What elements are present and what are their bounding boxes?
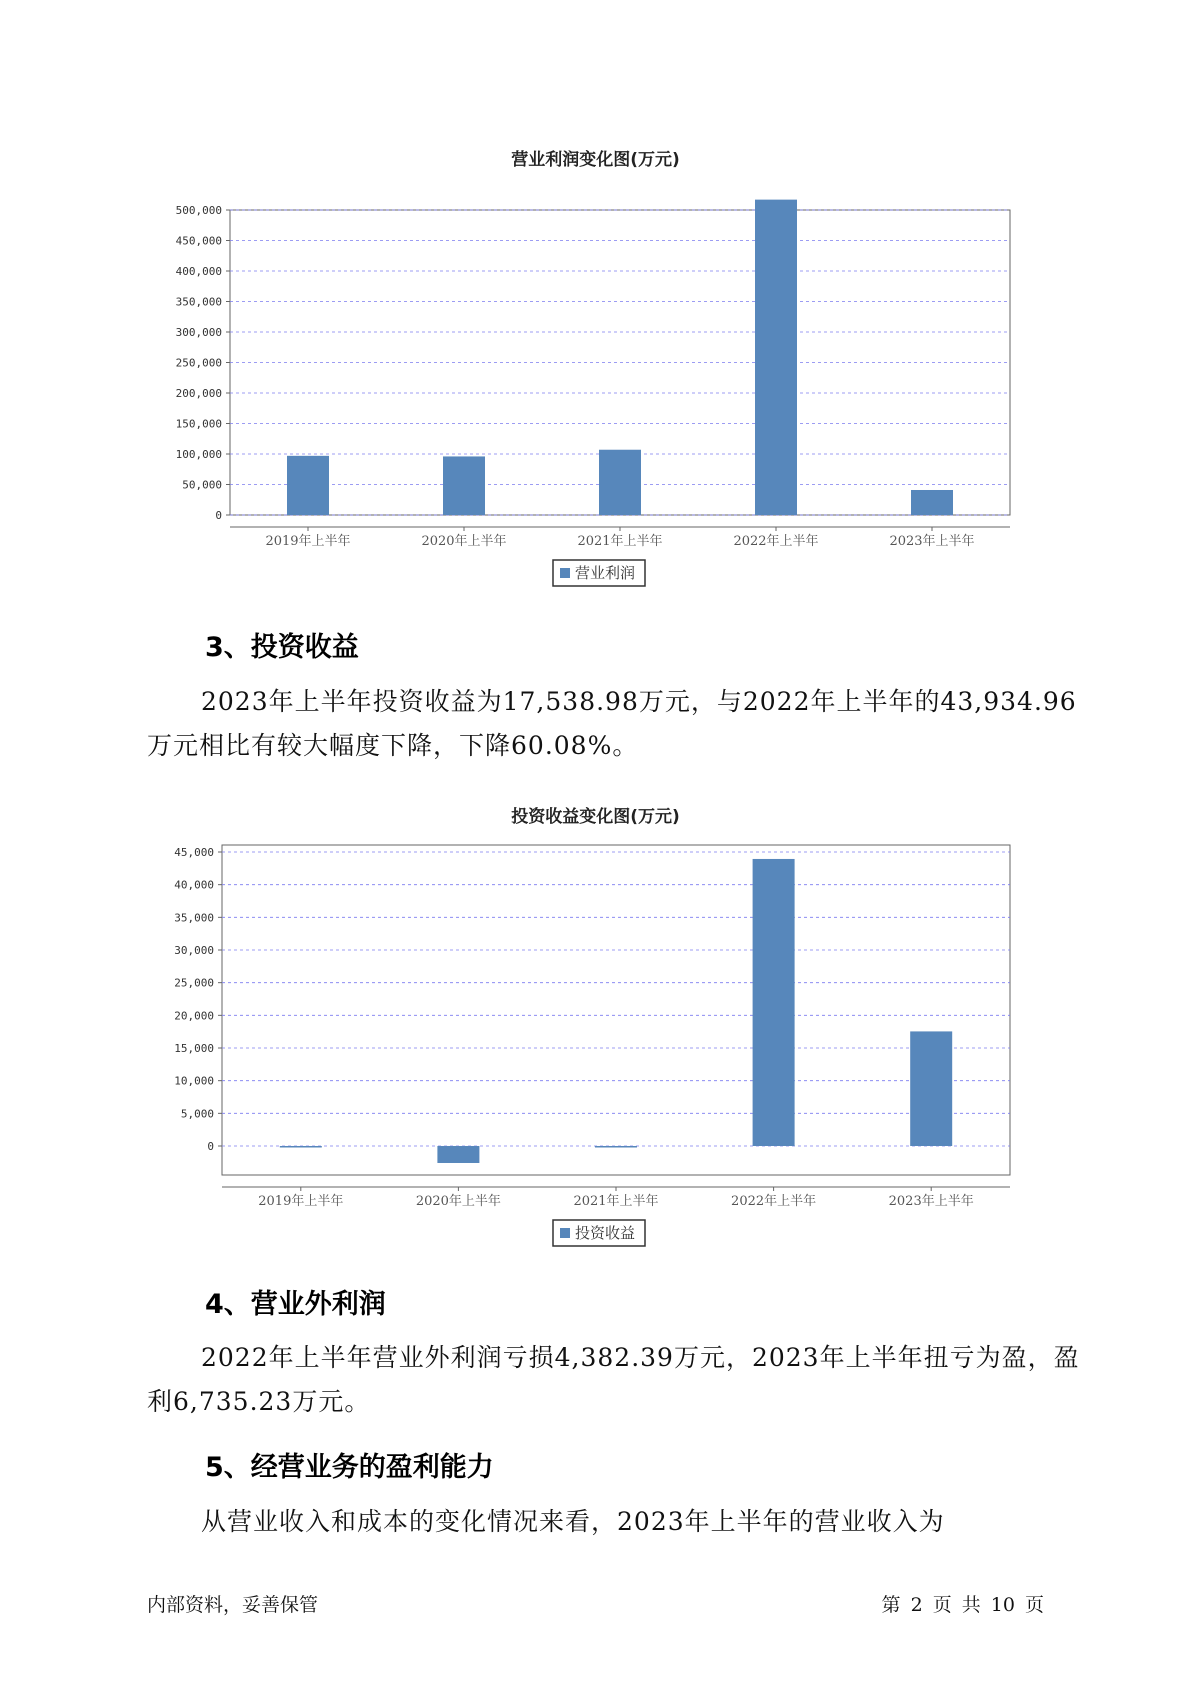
x-tick-label: 2019年上半年 [265, 534, 351, 549]
y-tick-label: 300,000 [175, 326, 222, 339]
bar-2022年上半年 [753, 859, 795, 1146]
x-tick-label: 2020年上半年 [415, 1194, 501, 1209]
legend-label: 营业利润 [575, 564, 636, 582]
y-tick-label: 0 [207, 1140, 214, 1153]
y-tick-label: 5,000 [180, 1107, 214, 1121]
x-tick-label: 2021年上半年 [573, 1194, 659, 1209]
y-tick-label: 150,000 [175, 417, 222, 431]
section4-paragraph: 2022年上半年营业外利润亏损4,382.39万元，2023年上半年扭亏为盈，盈利6,735.23万元。 [147, 1343, 1080, 1416]
chart1-title: 营业利润变化图(万元) [511, 150, 680, 170]
section3-heading: 3、投资收益 [205, 632, 359, 663]
chart1-operating-profit [0, 180, 1191, 600]
y-tick-label: 450,000 [175, 234, 222, 248]
bar-2019年上半年 [287, 456, 329, 515]
x-tick-label: 2022年上半年 [733, 534, 819, 549]
chart2-investment-income [0, 835, 1191, 1255]
x-tick-label: 2023年上半年 [888, 1194, 974, 1209]
x-tick-label: 2022年上半年 [731, 1194, 817, 1209]
legend [553, 1220, 645, 1246]
y-tick-label: 30,000 [174, 944, 214, 957]
bar-2021年上半年 [595, 1146, 637, 1148]
x-tick-label: 2023年上半年 [889, 534, 975, 549]
y-tick-label: 200,000 [175, 387, 222, 400]
y-tick-label: 15,000 [174, 1042, 214, 1055]
x-tick-label: 2019年上半年 [258, 1194, 344, 1209]
section5-heading: 5、经营业务的盈利能力 [205, 1452, 494, 1483]
plot-area [222, 845, 1010, 1175]
footer-confidential-note: 内部资料，妥善保管 [147, 1594, 319, 1616]
legend-swatch [560, 568, 570, 578]
y-tick-label: 45,000 [174, 846, 214, 859]
y-tick-label: 40,000 [174, 878, 214, 892]
y-tick-label: 25,000 [174, 976, 214, 990]
y-tick-label: 20,000 [174, 1009, 214, 1023]
bar-2021年上半年 [599, 450, 641, 515]
y-tick-label: 350,000 [175, 295, 222, 309]
y-tick-label: 35,000 [174, 911, 214, 925]
x-tick-label: 2021年上半年 [577, 534, 663, 549]
bar-2022年上半年 [755, 200, 797, 515]
y-tick-label: 50,000 [182, 478, 222, 492]
legend [553, 560, 645, 586]
bar-2023年上半年 [911, 490, 953, 515]
x-tick-label: 2020年上半年 [421, 534, 507, 549]
footer-page-number: 第 2 页 共 10 页 [881, 1594, 1044, 1616]
y-tick-label: 400,000 [175, 265, 222, 278]
y-tick-label: 500,000 [175, 204, 222, 217]
section3-paragraph: 2023年上半年投资收益为17,538.98万元，与2022年上半年的43,934.96万元相比有较大幅度下降，下降60.08%。 [147, 687, 1077, 760]
y-tick-label: 0 [215, 509, 222, 522]
bar-2019年上半年 [280, 1146, 322, 1148]
y-tick-label: 250,000 [175, 356, 222, 370]
y-tick-label: 10,000 [174, 1074, 214, 1088]
chart2-title: 投资收益变化图(万元) [511, 807, 680, 827]
y-tick-label: 100,000 [175, 448, 222, 461]
section4-heading: 4、营业外利润 [205, 1289, 386, 1320]
bar-2020年上半年 [443, 456, 485, 515]
section5-paragraph: 从营业收入和成本的变化情况来看，2023年上半年的营业收入为 [201, 1507, 945, 1536]
bar-2023年上半年 [910, 1031, 952, 1146]
legend-label: 投资收益 [575, 1224, 636, 1242]
legend-swatch [560, 1228, 570, 1238]
bar-2020年上半年 [437, 1146, 479, 1163]
